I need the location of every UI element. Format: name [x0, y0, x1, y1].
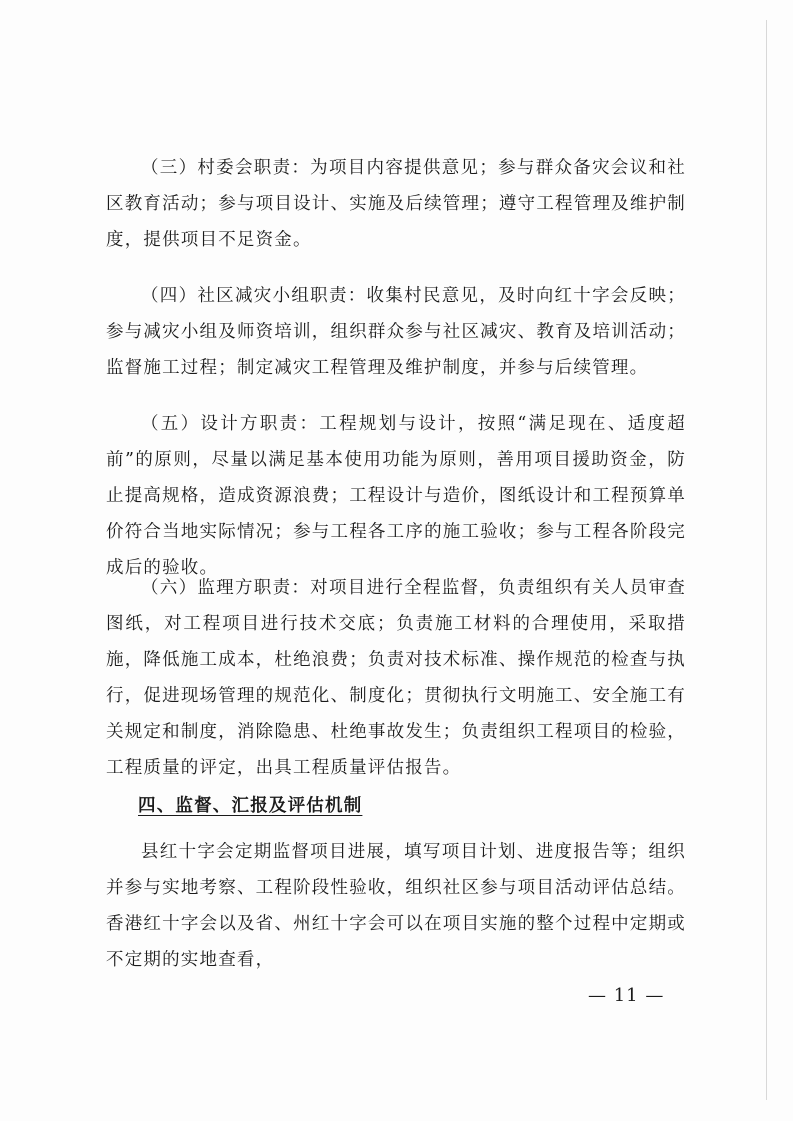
section-heading: 四、监督、汇报及评估机制	[138, 796, 363, 816]
paragraph-designer-duties: （五）设计方职责：工程规划与设计，按照“满足现在、适度超前”的原则，尽量以满足基本使用功能为原则，善用项目援助资金，防止提高规格，造成资源浪费；工程设计与造价，图纸设计和工程预算单价符合当地实际情况；参与工程各工序的施工验收；参与工程各阶段完成后的验收。	[106, 414, 686, 578]
paragraph-monitoring-mechanism: 县红十字会定期监督项目进展，填写项目计划、进度报告等；组织并参与实地考察、工程阶段性验收，组织社区参与项目活动评估总结。香港红十字会以及省、州红十字会可以在项目实施的整个过程中定期或不定期的实地查看，	[106, 842, 686, 970]
paragraph-community-disaster-group-duties: （四）社区减灾小组职责：收集村民意见，及时向红十字会反映；参与减灾小组及师资培训，组织群众参与社区减灾、教育及培训活动；监督施工过程；制定减灾工程管理及维护制度，并参与后续管理。	[106, 286, 686, 378]
page-edge-line	[766, 20, 767, 1100]
paragraph-supervisor-duties: （六）监理方职责：对项目进行全程监督，负责组织有关人员审查图纸，对工程项目进行技术交底；负责施工材料的合理使用，采取措施，降低施工成本，杜绝浪费；负责对技术标准、操作规范的检查与执行，促进现场管理的规范化、制度化；贯彻执行文明施工、安全施工有关规定和制度，消除隐患、杜绝事故发生；负责组织工程项目的检验，工程质量的评定，出具工程质量评估报告。	[106, 578, 686, 778]
paragraph-village-committee-duties: （三）村委会职责：为项目内容提供意见；参与群众备灾会议和社区教育活动；参与项目设计、实施及后续管理；遵守工程管理及维护制度，提供项目不足资金。	[106, 158, 686, 250]
page-number: — 11 —	[588, 985, 665, 1006]
